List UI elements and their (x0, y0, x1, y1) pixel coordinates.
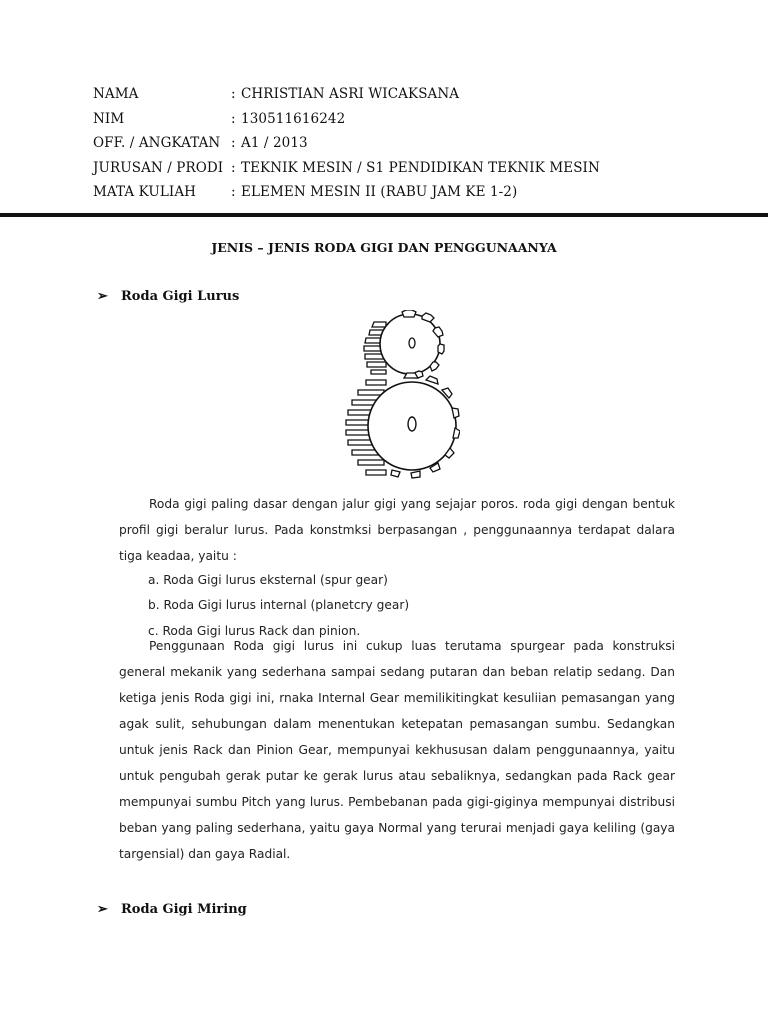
info-separator: : (231, 86, 236, 102)
info-separator: : (231, 184, 236, 200)
info-label: NAMA (93, 86, 139, 102)
info-label: JURUSAN / PRODI (93, 159, 224, 176)
spur-gear-illustration (340, 310, 460, 485)
info-label: NIM (93, 110, 125, 127)
header-divider (0, 213, 768, 217)
list-item: c. Roda Gigi lurus Rack dan pinion. (148, 624, 361, 638)
section-heading-roda-gigi-miring (97, 902, 247, 917)
small-gear-icon (364, 310, 444, 378)
section-heading-text: Roda Gigi Miring (121, 902, 247, 917)
info-row-mata-kuliah (93, 184, 600, 209)
arrow-bullet-icon: ➢ (97, 902, 108, 917)
info-value: A1 / 2013 (241, 135, 308, 151)
info-label: MATA KULIAH (93, 184, 197, 200)
student-info-block (93, 86, 600, 209)
section-intro-paragraph: Roda gigi paling dasar dengan jalur gigi yang sejajar poros. roda gigi dengan bentuk profil gigi beralur lurus. Pada konstmksi berpasangan , penggunaannya terdapat dalara tiga keadaa, yaitu : (119, 497, 675, 563)
info-row-nim (93, 111, 600, 136)
info-value: CHRISTIAN ASRI WICAKSANA (241, 86, 460, 102)
info-row-jurusan (93, 160, 600, 185)
info-separator: : (231, 135, 236, 151)
list-item: a. Roda Gigi lurus eksternal (spur gear) (148, 573, 388, 587)
arrow-bullet-icon: ➢ (97, 289, 108, 304)
section-heading-text: Roda Gigi Lurus (121, 289, 240, 304)
info-row-nama (93, 86, 600, 111)
info-value: ELEMEN MESIN II (RABU JAM KE 1-2) (241, 184, 518, 200)
info-value: TEKNIK MESIN / S1 PENDIDIKAN TEKNIK MESIN (241, 159, 600, 176)
info-row-angkatan (93, 135, 600, 160)
info-separator: : (231, 110, 236, 127)
large-gear-icon (346, 373, 460, 478)
list-item: b. Roda Gigi lurus internal (planetcry gear) (148, 598, 410, 612)
section-body-paragraph: Penggunaan Roda gigi lurus ini cukup luas terutama spurgear pada konstruksi general mekanik yang sederhana sampai sedang putaran dan beban relatip sedang. Dan ketiga jenis Roda gigi ini, rnaka Internal Gear memilikitingkat kesuliian pemasangan yang agak sulit, sehubungan dalam menentukan ketepatan pemasangan sumbu. Sedangkan untuk jenis Rack dan Pinion Gear, mempunyai kekhususan dalam penggunaannya, yaitu untuk pengubah gerak putar ke gerak lurus atau sebaliknya, sedangkan pada Rack gear mempunyai sumbu Pitch yang lurus. Pembebanan pada gigi-giginya mempunyai distribusi beban yang paling sederhana, yaitu gaya Normal yang terurai menjadi gaya keliling (gaya targensial) dan gaya Radial. (119, 639, 675, 861)
section-heading-roda-gigi-lurus (97, 289, 239, 304)
info-value: 130511616242 (241, 110, 346, 127)
info-separator: : (231, 159, 236, 176)
info-label: OFF. / ANGKATAN (93, 135, 221, 151)
document-title: JENIS – JENIS RODA GIGI DAN PENGGUNAANYA (211, 240, 557, 255)
